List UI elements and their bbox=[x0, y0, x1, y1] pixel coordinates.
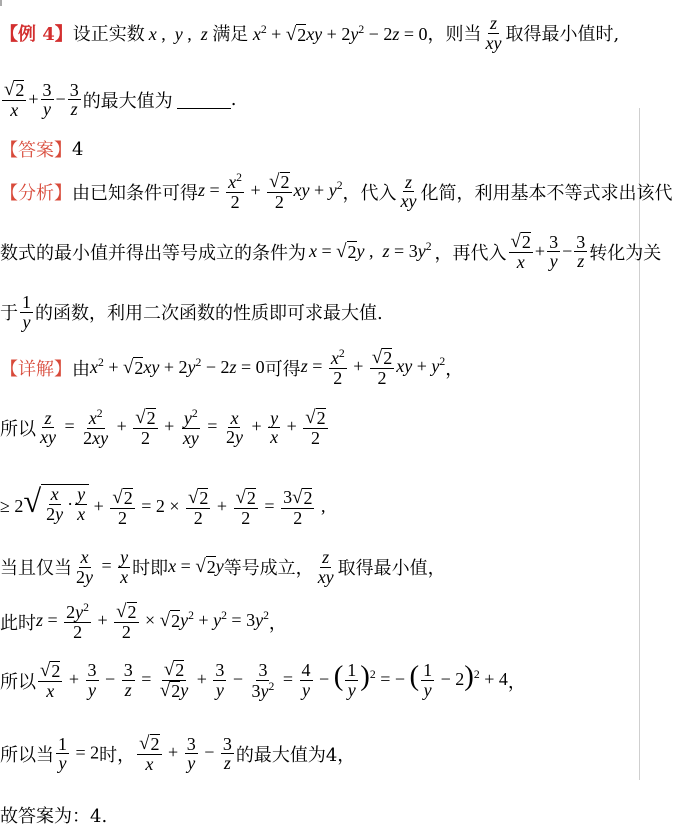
problem-period: . bbox=[230, 89, 237, 111]
detail-text-1: 由 bbox=[72, 358, 90, 380]
analysis-text-7: 于 bbox=[0, 303, 18, 325]
corner-mark bbox=[0, 0, 2, 6]
example-tag: 【例 4】 bbox=[0, 24, 73, 46]
answer-value: 4 bbox=[72, 138, 84, 160]
detail-text-7: 取得最小值， bbox=[337, 558, 446, 580]
frac-z-over-xy-2: $\frac{z}{xy}$ bbox=[400, 171, 417, 212]
frac-3-over-z-2: $\frac{3}{z}$ bbox=[576, 231, 586, 272]
problem-condition: x , y , z 满足 $x^2$ + √ 2 xy + $2y^2 - 2z = 0$ bbox=[148, 23, 428, 46]
detail-line-2 bbox=[0, 408, 330, 448]
problem-line-1 bbox=[0, 14, 619, 53]
problem-text-3: 取得最小值时, bbox=[505, 24, 620, 46]
detail-expression: √ 2 x + $\frac{3}{y}$ − $\frac{3}{z}$ = √ 2 √ 2 y + $\frac{3}{y}$ − $\frac{3}{3y^2}$ = $\frac{4}{y}$ − ( $\frac{1}{y}$ )$^2$ = − ( $\frac{1}{y}$ − 2)$^2$ + 4 bbox=[40, 659, 508, 702]
detail-z-value: z = $\frac{2y^2}{2}$ + √ 2 2 × √ 2 $y^2 + y^2 = 3y^2$ bbox=[36, 601, 269, 642]
detail-text-3: 所以 bbox=[0, 418, 36, 440]
fraction-z-over-xy: $\frac{z}{xy}$ bbox=[485, 13, 502, 53]
detail-line-5 bbox=[0, 602, 287, 642]
analysis-formula-z: z = $\frac{x^2}{2}$ + √ 2 2 xy + $y^2$ bbox=[198, 171, 343, 212]
analysis-line-1 bbox=[0, 172, 673, 212]
detail-line-3 bbox=[0, 484, 325, 528]
detail-text-12: 的最大值为4， bbox=[235, 744, 356, 766]
analysis-text-5: ，再代入 bbox=[434, 242, 507, 264]
detail-line-4 bbox=[0, 548, 446, 587]
detail-text-9: 所以 bbox=[0, 671, 36, 693]
frac-z-over-xy-3: $\frac{z}{xy}$ bbox=[317, 547, 334, 587]
detail-formula-z: z = $\frac{x^2}{2}$ + √ 2 2 xy + $y^2$ bbox=[300, 347, 446, 388]
frac-sqrt2-over-x: √ 2 x bbox=[4, 79, 25, 120]
analysis-text-4: 数式的最小值并得出等号成立的条件为 bbox=[0, 242, 306, 264]
problem-text-1: 设正实数 bbox=[72, 24, 145, 46]
answer-line bbox=[0, 136, 83, 162]
frac-3-over-y-2: $\frac{3}{y}$ bbox=[549, 231, 559, 272]
answer-blank bbox=[177, 90, 231, 109]
frac-3-over-y: $\frac{3}{y}$ bbox=[42, 79, 52, 120]
analysis-text-3: 化简，利用基本不等式求出该代 bbox=[420, 182, 673, 204]
detail-punct-1: ， bbox=[445, 358, 464, 380]
final-answer-text: 故答案为：4. bbox=[0, 806, 108, 827]
analysis-line-3 bbox=[0, 293, 383, 332]
frac-1-over-y: $\frac{1}{y}$ bbox=[22, 292, 31, 332]
analysis-text-6: 转化为关 bbox=[589, 242, 662, 264]
detail-condition: $x^2$ + √ 2 xy + $2y^2 - 2z = 0$ bbox=[90, 356, 265, 379]
analysis-text-1: 由已知条件可得 bbox=[72, 182, 198, 204]
detail-line-6 bbox=[0, 660, 526, 701]
frac-sqrt2-over-x-2: √ 2 x bbox=[510, 231, 531, 272]
detail-text-2: 可得 bbox=[264, 358, 301, 380]
detail-formula-ratio: $\frac{z}{xy}$ = $\frac{x^2}{2xy}$ + √ 2 2 + $\frac{y^2}{xy}$ = $\frac{x}{2y}$ + $\frac{y}{x}$ + √ 2 2 bbox=[40, 407, 326, 448]
problem-line-2: √ 2 x + $\frac{3}{y}$ − $\frac{3}{z}$ 的最大值为 . bbox=[4, 79, 237, 120]
analysis-line-2: 数式的最小值并得出等号成立的条件为 x = √ 2 y , $z = 3y^2$ ，再代入 √ 2 x + $\frac{3}{y}$ − $\frac{3}{z}$ 转化为关 bbox=[0, 231, 662, 272]
detail-equality: $\frac{x}{2y}$ = $\frac{y}{x}$ bbox=[76, 547, 129, 587]
detail-text-10: 所以当 bbox=[0, 744, 54, 766]
detail-text-4: 当且仅当 bbox=[0, 558, 72, 580]
analysis-tag: 【分析】 bbox=[0, 182, 72, 204]
detail-text-5: 时即 bbox=[132, 558, 169, 580]
problem-text-2: ，则当 bbox=[427, 24, 482, 46]
detail-punct-2: ， bbox=[268, 612, 287, 634]
detail-text-11: 时， bbox=[99, 744, 136, 766]
problem-text-4: 的最大值为 bbox=[82, 90, 173, 112]
final-answer-line bbox=[0, 802, 107, 828]
detail-punct-3: ， bbox=[507, 671, 526, 693]
detail-text-6: 等号成立， bbox=[223, 558, 314, 580]
analysis-text-8: 的函数，利用二次函数的性质即可求最大值. bbox=[35, 303, 383, 325]
detail-line-1 bbox=[0, 348, 463, 388]
detail-line-7 bbox=[0, 734, 355, 774]
frac-3-over-z: $\frac{3}{z}$ bbox=[69, 79, 79, 120]
detail-text-8: 此时 bbox=[0, 612, 36, 634]
detail-final-expr: √ 2 x + $\frac{3}{y}$ − $\frac{3}{z}$ bbox=[139, 733, 232, 774]
answer-tag: 【答案】 bbox=[0, 140, 72, 161]
analysis-condition: x = √ 2 y , $z = 3y^2$ bbox=[309, 240, 432, 263]
analysis-text-2: ，代入 bbox=[342, 182, 397, 204]
detail-inequality: ≥ 2 √ $\frac{x}{2y}$ · $\frac{y}{x}$ + √ 2 2 = 2 × √ 2 2 + √ 2 2 = 3 √ 2 2 , bbox=[0, 484, 326, 528]
detail-y-cond: $\frac{1}{y}$ = 2 bbox=[58, 733, 100, 774]
detail-x-eq: x = √ 2 y bbox=[168, 556, 224, 578]
detail-tag: 【详解】 bbox=[0, 358, 72, 380]
